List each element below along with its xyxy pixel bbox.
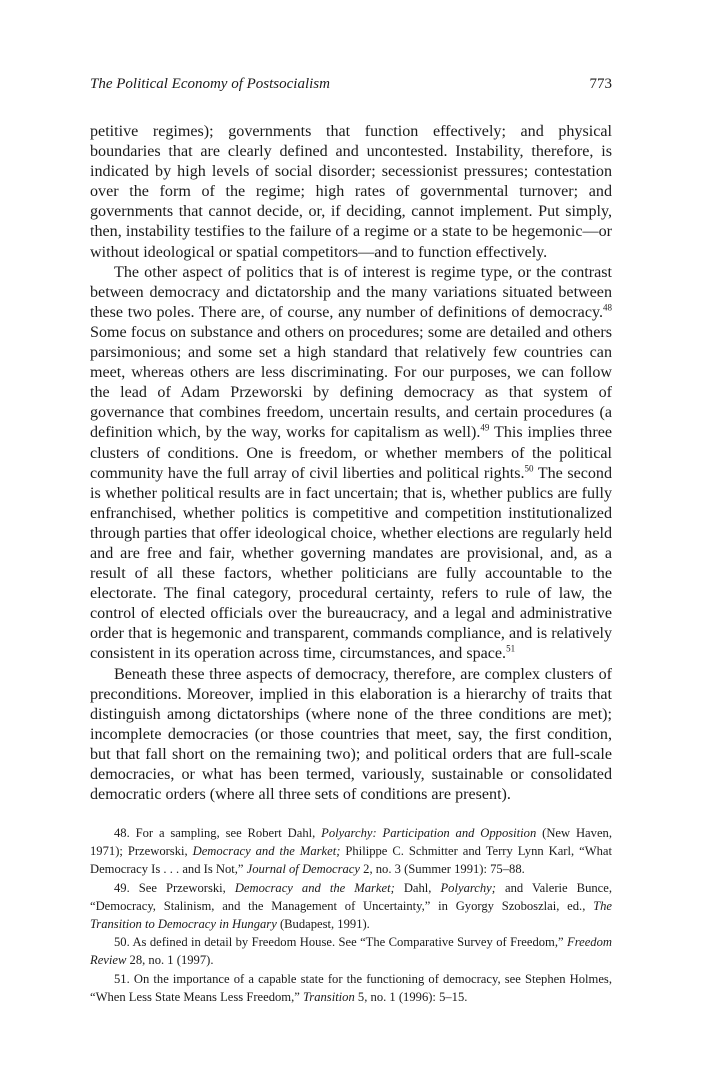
- footnotes: [90, 824, 612, 1006]
- fn49-f: The Transition to Democracy in Hungary: [90, 898, 612, 932]
- footnote-48: [90, 824, 612, 879]
- fn49-g: (Budapest, 1991).: [276, 917, 370, 932]
- footnote-ref-50: 50: [524, 463, 534, 474]
- running-header: [90, 76, 612, 98]
- fn51-c: 5, no. 1 (1996): 5–15.: [354, 989, 468, 1004]
- body-text: [90, 122, 612, 805]
- paragraph-3: Beneath these three aspects of democracy, therefore, are complex clusters of preconditions. Moreover, implied in this elaboration is a hierarchy of traits that distinguish among dictatorships (where none of the three conditions are met); incomplete democracies (or those countries that meet, say, the first condition, but that fall short on the remaining two); and political orders that are full-scale democracies, or what has been termed, variously, sustainable or consolidated democratic orders (where all three sets of conditions are present).: [90, 665, 612, 804]
- paragraph-2-text-3: This implies three clusters of conditions. One is freedom, or whether members of the political community have the full array of civil liberties and political rights.: [90, 424, 612, 482]
- fn48-e: Philippe C. Schmitter and Terry Lynn Karl, “What Democracy Is . . . and Is Not,”: [90, 844, 612, 877]
- fn50-b: Freedom Review: [90, 935, 612, 968]
- paragraph-2-text-4: The second is whether political results are in fact uncertain; that is, whether publics are fully enfranchised, whether politics is competitive and competition institutionalized through parties that offer ideological choice, whether elections are regularly held and are free and fair, whether governing mandates are provisional, and, as a result of all these factors, whether politicians are fully accountable to the electorate. The final category, procedural certainty, refers to rule of law, the control of elected officials over the bureaucracy, and a legal and administrative order that is hegemonic and transparent, commands compliance, and is relatively consistent in its operation across time, circumstances, and space.: [90, 464, 613, 663]
- fn49-a: 49. See Przeworski,: [114, 880, 235, 895]
- footnote-51: [90, 970, 612, 1006]
- footnote-ref-51: 51: [506, 644, 516, 655]
- fn51-b: Transition: [302, 989, 355, 1004]
- fn50-a: 50. As defined in detail by Freedom House. See “The Comparative Survey of Freedom,”: [114, 935, 567, 950]
- paragraph-1: petitive regimes); governments that function effectively; and physical boundaries that are clearly defined and uncontested. Instability, therefore, is indicated by high levels of social disorder; secessionist pressures; contestation over the form of the regime; high rates of governmental turnover; and governments that cannot decide, or, if deciding, cannot implement. Put simply, then, instability testifies to the failure of a regime or a state to be hegemonic—or without ideological or spatial competitors—and to function effectively.: [90, 123, 612, 261]
- fn48-b: Polyarchy: Participation and Opposition: [321, 826, 537, 840]
- paragraph-2-text-1: The other aspect of politics that is of interest is regime type, or the contrast between democracy and dictatorship and the many variations situated between these two poles. There are, of course, any number of definitions of democracy.: [90, 263, 612, 321]
- fn49-b: Democracy and the Market;: [234, 880, 395, 895]
- fn48-d: Democracy and the Market;: [192, 844, 341, 859]
- fn48-a: 48. For a sampling, see Robert Dahl,: [114, 826, 322, 840]
- fn51-a: 51. On the importance of a capable state for the functioning of democracy, see Stephen Holmes, “When Less State Means Less Freedom,”: [90, 971, 612, 1004]
- fn50-c: 28, no. 1 (1997).: [126, 953, 214, 968]
- fn49-c: Dahl,: [394, 880, 441, 895]
- paragraph-2: [90, 263, 612, 665]
- fn48-f: Journal of Democracy: [246, 862, 360, 877]
- page-number: 773: [589, 76, 612, 92]
- paragraph-2-text-2: Some focus on substance and others on procedures; some are detailed and others parsimonious; and some set a high standard that relatively few countries can meet, whereas others are less discriminating. For our purposes, we can follow the lead of Adam Przeworski by defining democracy as that system of governance that combines freedom, uncertain results, and certain procedures (a definition which, by the way, works for capitalism as well).: [90, 323, 612, 442]
- footnote-50: [90, 933, 612, 969]
- fn49-e: and Valerie Bunce, “Democracy, Stalinism, and the Management of Uncertainty,” in Gyorgy Szoboszlai, ed.,: [90, 880, 612, 913]
- footnote-ref-48: 48: [603, 302, 612, 313]
- fn49-d: Polyarchy;: [440, 880, 496, 895]
- running-title: The Political Economy of Postsocialism: [90, 76, 330, 92]
- footnote-49: [90, 879, 612, 934]
- footnote-ref-49: 49: [480, 423, 490, 434]
- fn48-c: (New Haven, 1971); Przeworski,: [90, 826, 612, 859]
- fn48-g: 2, no. 3 (Summer 1991): 75–88.: [360, 862, 525, 877]
